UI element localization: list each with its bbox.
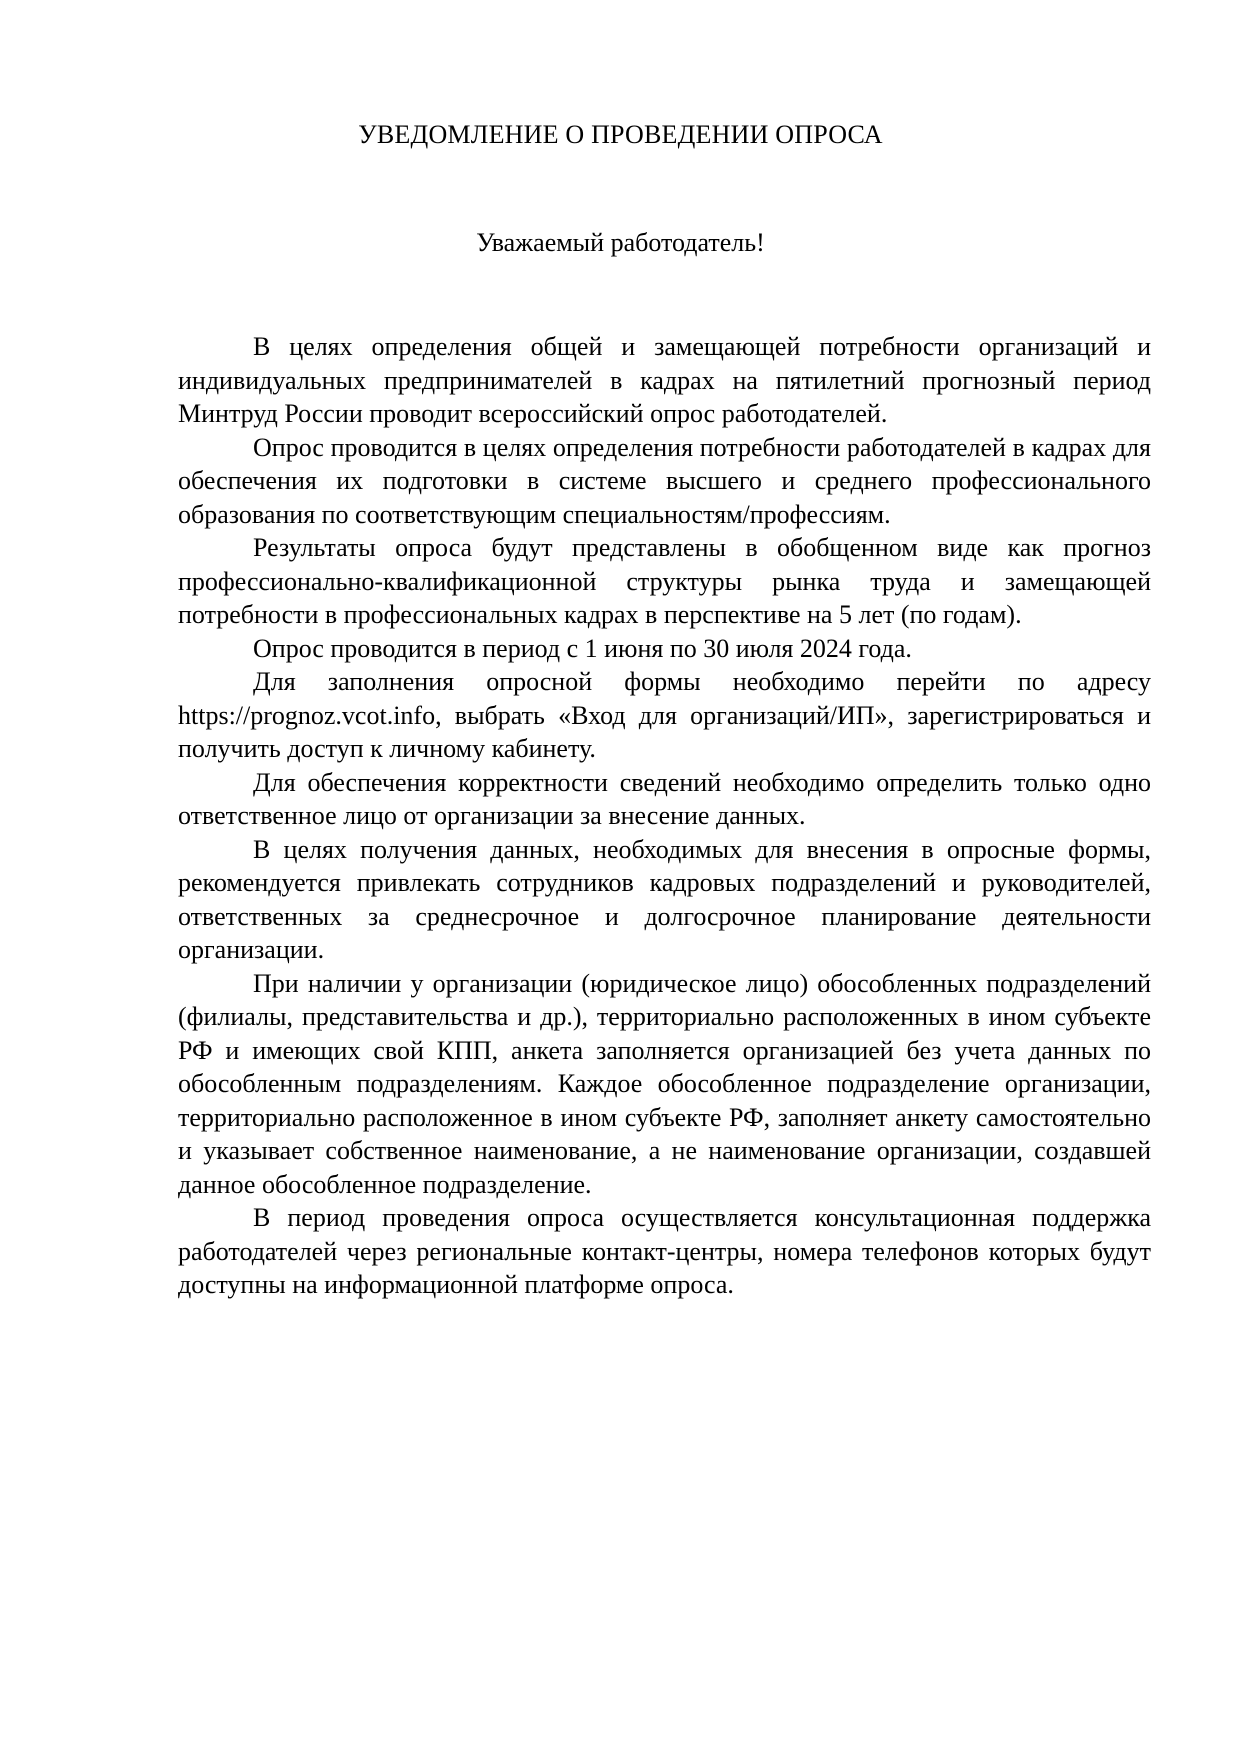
document-title: УВЕДОМЛЕНИЕ О ПРОВЕДЕНИИ ОПРОСА [358, 120, 883, 149]
paragraph-period: Опрос проводится в период с 1 июня по 30 июля 2024 года. [253, 633, 912, 663]
paragraph-results: Результаты опроса будут представлены в обобщенном виде как прогноз профессионально-квалификационной структуры рынка труда и замещающей потребности в профессиональных кадрах в перспективе на 5 лет (по годам). [178, 533, 1151, 629]
paragraph-branches: При наличии у организации (юридическое лицо) обособленных подразделений (филиалы, представительства и др.), территориально расположенных в ином субъекте РФ и имеющих свой КПП, анкета заполняется организацией без учета данных по обособленным подразделениям. Каждое обособленное подразделение организации, территориально расположенное в ином субъекте РФ, заполняет анкету самостоятельно и указывает собственное наименование, а не наименование организации, создавшей данное обособленное подразделение. [178, 968, 1151, 1199]
salutation: Уважаемый работодатель! [476, 228, 765, 257]
paragraph-purpose: В целях определения общей и замещающей потребности организаций и индивидуальных предпринимателей в кадрах на пятилетний прогнозный период Минтруд России проводит всероссийский опрос работодателей. [178, 332, 1151, 428]
document-body [178, 330, 1151, 1302]
paragraph-recommendation: В целях получения данных, необходимых для внесения в опросные формы, рекомендуется привлекать сотрудников кадровых подразделений и руководителей, ответственных за среднесрочное и долгосрочное планирование деятельности организации. [178, 834, 1151, 964]
paragraph-responsible-person: Для обеспечения корректности сведений необходимо определить только одно ответственное лицо от организации за внесение данных. [178, 767, 1151, 830]
paragraph-how-to-fill: Для заполнения опросной формы необходимо перейти по адресу https://prognoz.vcot.info, выбрать «Вход для организаций/ИП», зарегистрироваться и получить доступ к личному кабинету. [178, 667, 1151, 763]
paragraph-goal: Опрос проводится в целях определения потребности работодателей в кадрах для обеспечения их подготовки в системе высшего и среднего профессионального образования по соответствующим специальностям/профессиям. [178, 432, 1151, 529]
paragraph-support: В период проведения опроса осуществляется консультационная поддержка работодателей через региональные контакт-центры, номера телефонов которых будут доступны на информационной платформе опроса. [178, 1203, 1151, 1299]
